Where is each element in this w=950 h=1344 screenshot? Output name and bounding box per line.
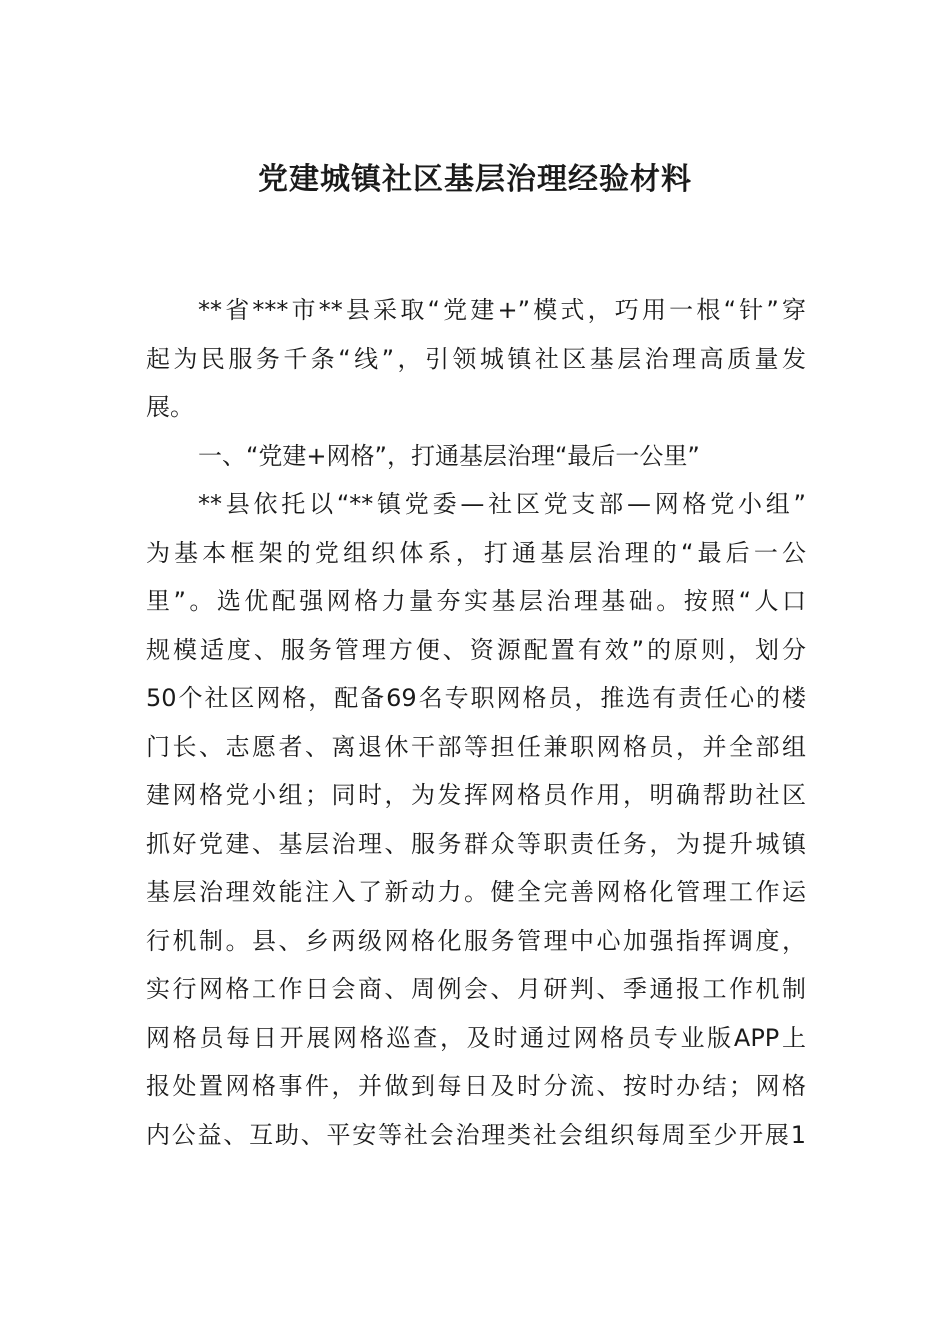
body-line: 实行网格工作日会商、周例会、月研判、季通报工作机制 — [146, 975, 806, 1003]
body-line: **省***市**县采取“党建+”模式，巧用一根“针”穿 — [198, 296, 806, 324]
body-line: **县依托以“**镇党委—社区党支部—网格党小组” — [198, 490, 806, 518]
body-line: 建网格党小组；同时，为发挥网格员作用，明确帮助社区 — [146, 781, 806, 809]
body-line: 报处置网格事件，并做到每日及时分流、按时办结；网格 — [146, 1072, 806, 1100]
body-line: 展。 — [146, 393, 194, 421]
document-title: 党建城镇社区基层治理经验材料 — [258, 162, 692, 197]
body-line: 里”。选优配强网格力量夯实基层治理基础。按照“人口 — [146, 587, 806, 615]
body-line: 内公益、互助、平安等社会治理类社会组织每周至少开展1 — [146, 1120, 806, 1149]
body-line: 行机制。县、乡两级网格化服务管理中心加强指挥调度， — [146, 926, 806, 955]
body-line: 规模适度、服务管理方便、资源配置有效”的原则，划分 — [146, 635, 806, 664]
document-body — [146, 286, 806, 1159]
body-line: 一、“党建+网格”，打通基层治理“最后一公里” — [198, 441, 700, 470]
body-line: 50个社区网格，配备69名专职网格员，推选有责任心的楼 — [146, 684, 806, 712]
body-line: 基层治理效能注入了新动力。健全完善网格化管理工作运 — [146, 878, 806, 906]
body-line: 为基本框架的党组织体系，打通基层治理的“最后一公 — [146, 538, 806, 567]
body-line: 网格员每日开展网格巡查，及时通过网格员专业版APP上 — [146, 1023, 806, 1052]
body-line: 起为民服务千条“线”，引领城镇社区基层治理高质量发 — [146, 344, 806, 373]
body-line: 门长、志愿者、离退休干部等担任兼职网格员，并全部组 — [146, 732, 806, 761]
body-line: 抓好党建、基层治理、服务群众等职责任务，为提升城镇 — [146, 829, 806, 858]
